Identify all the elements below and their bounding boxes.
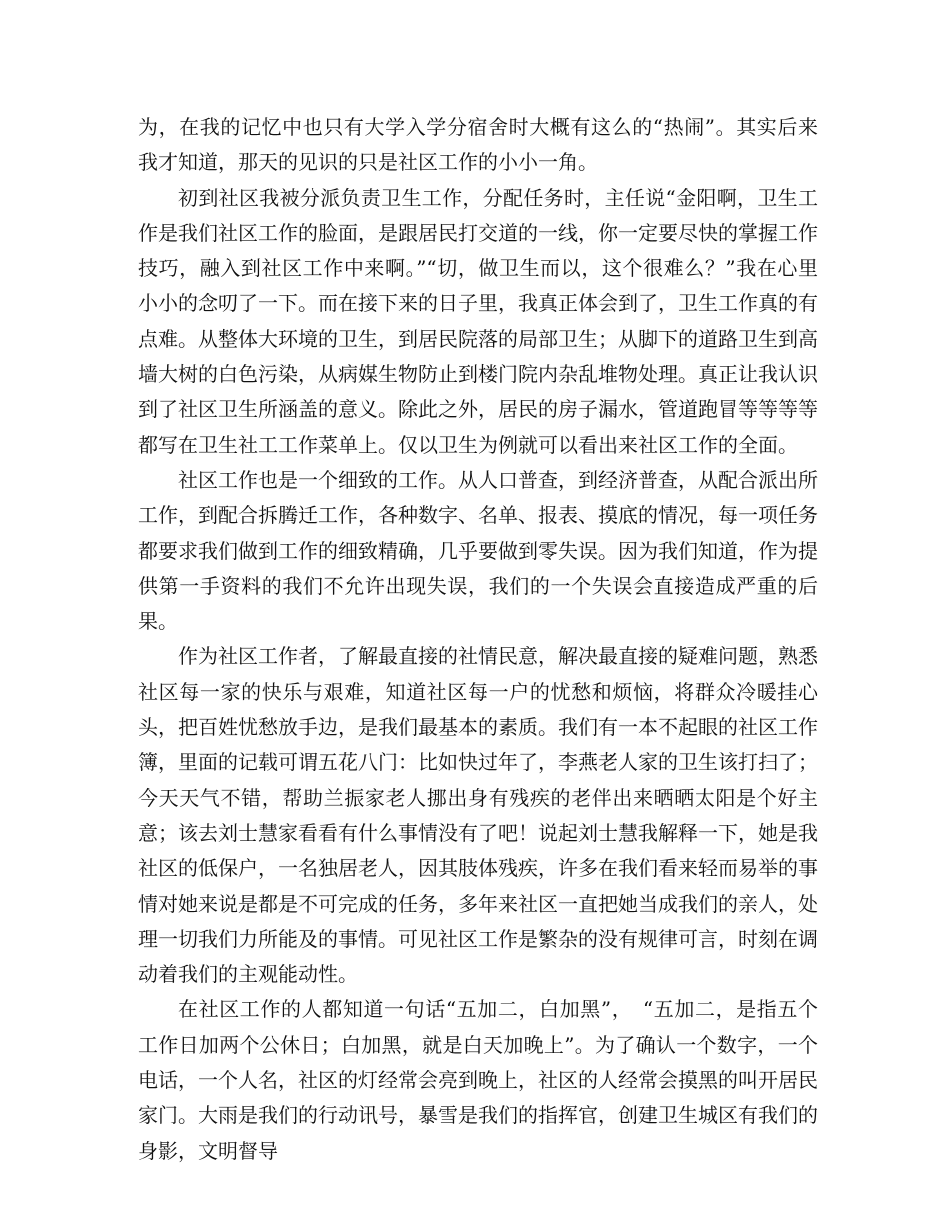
paragraph-1: 为，在我的记忆中也只有大学入学分宿舍时大概有这么的“热闹”。其实后来我才知道，那天的见识的只是社区工作的小小一角。 <box>138 115 818 175</box>
paragraph-2: 初到社区我被分派负责卫生工作，分配任务时，主任说“金阳啊，卫生工作是我们社区工作的脸面，是跟居民打交道的一线，你一定要尽快的掌握工作技巧，融入到社区工作中来啊。”“切，做卫生而以，这个很难么？”我在心里小小的念叨了一下。而在接下来的日子里，我真正体会到了，卫生工作真的有点难。从整体大环境的卫生，到居民院落的局部卫生；从脚下的道路卫生到高墙大树的白色污染，从病媒生物防止到楼门院内杂乱堆物处理。真正让我认识到了社区卫生所涵盖的意义。除此之外，居民的房子漏水，管道跑冒等等等等都写在卫生社工工作菜单上。仅以卫生为例就可以看出来社区工作的全面。 <box>138 185 818 457</box>
paragraph-4: 作为社区工作者，了解最直接的社情民意，解决最直接的疑难问题，熟悉社区每一家的快乐与艰难，知道社区每一户的忧愁和烦恼，将群众冷暖挂心头，把百姓忧愁放手边，是我们最基本的素质。我们有一本不起眼的社区工作簿，里面的记载可谓五花八门：比如快过年了，李燕老人家的卫生该打扫了；今天天气不错，帮助兰振家老人挪出身有残疾的老伴出来晒晒太阳是个好主意；该去刘士慧家看看有什么事情没有了吧！说起刘士慧我解释一下，她是我社区的低保户，一名独居老人，因其肢体残疾，许多在我们看来轻而易举的事情对她来说是都是不可完成的任务，多年来社区一直把她当成我们的亲人，处理一切我们力所能及的事情。可见社区工作是繁杂的没有规律可言，时刻在调动着我们的主观能动性。 <box>138 644 818 987</box>
paragraph-3: 社区工作也是一个细致的工作。从人口普查，到经济普查，从配合派出所工作，到配合拆腾迁工作，各种数字、名单、报表、摸底的情况，每一项任务都要求我们做到工作的细致精确，几乎要做到零失误。因为我们知道，作为提供第一手资料的我们不允许出现失误，我们的一个失误会直接造成严重的后果。 <box>138 467 818 634</box>
document-body <box>138 110 818 1169</box>
paragraph-5: 在社区工作的人都知道一句话“五加二，白加黑”， “五加二，是指五个工作日加两个公休日；白加黑，就是白天加晚上”。为了确认一个数字，一个电话，一个人名，社区的灯经常会亮到晚上，社区的人经常会摸黑的叫开居民家门。大雨是我们的行动讯号，暴雪是我们的指挥官，创建卫生城区有我们的身影，文明督导 <box>138 997 818 1163</box>
